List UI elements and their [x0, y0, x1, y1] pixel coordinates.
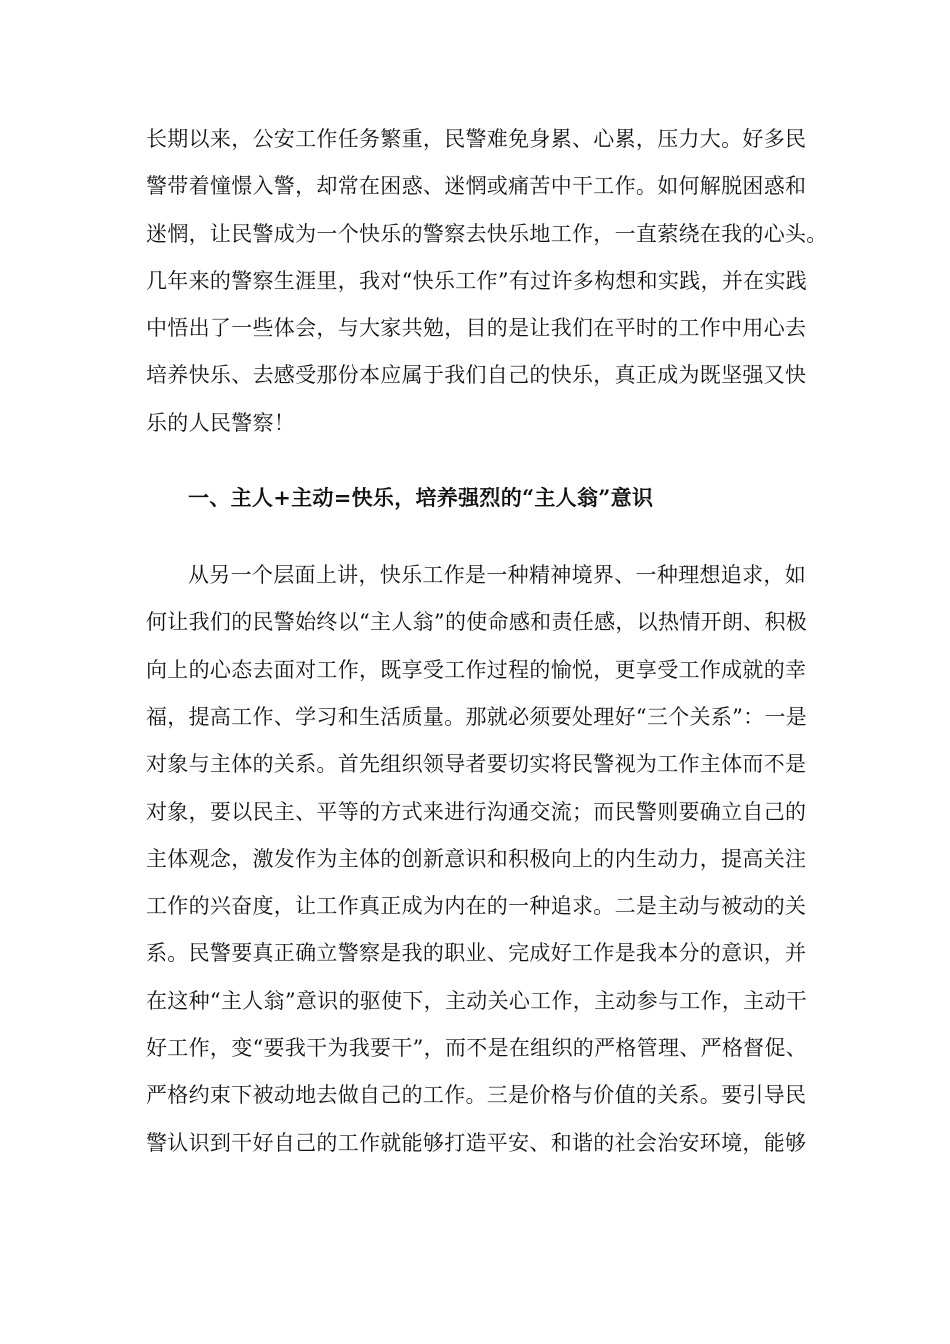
- intro-paragraph: [146, 116, 828, 447]
- body-line: 主体观念，激发作为主体的创新意识和积极向上的内生动力，提高关注: [146, 846, 807, 871]
- body-line: 福，提高工作、学习和生活质量。那就必须要处理好“三个关系”：一是: [146, 704, 808, 729]
- intro-line: 乐的人民警察！: [146, 410, 296, 435]
- body-paragraph: [146, 552, 806, 1167]
- body-line: 向上的心态去面对工作，既享受工作过程的愉悦，更享受工作成就的幸: [146, 657, 807, 682]
- body-line: 严格约束下被动地去做自己的工作。三是价格与价值的关系。要引导民: [146, 1083, 807, 1108]
- body-line: 从另一个层面上讲，快乐工作是一种精神境界、一种理想追求，如: [188, 563, 806, 588]
- body-line: 好工作，变“要我干为我要干”，而不是在组织的严格管理、严格督促、: [146, 1036, 808, 1061]
- intro-line: 中悟出了一些体会，与大家共勉，目的是让我们在平时的工作中用心去: [146, 316, 807, 341]
- section-heading: 一、主人+主动=快乐，培养强烈的“主人翁”意识: [188, 485, 654, 511]
- body-line: 何让我们的民警始终以“主人翁”的使命感和责任感，以热情开朗、积极: [146, 610, 808, 635]
- body-line: 对象与主体的关系。首先组织领导者要切实将民警视为工作主体而不是: [146, 752, 807, 777]
- body-line: 对象，要以民主、平等的方式来进行沟通交流；而民警则要确立自己的: [146, 799, 807, 824]
- intro-line: 几年来的警察生涯里，我对“快乐工作”有过许多构想和实践，并在实践: [146, 268, 808, 293]
- body-line: 工作的兴奋度，让工作真正成为内在的一种追求。二是主动与被动的关: [146, 894, 807, 919]
- intro-line: 迷惘，让民警成为一个快乐的警察去快乐地工作，一直萦绕在我的心头。: [146, 221, 828, 246]
- document-page: [146, 116, 828, 1167]
- intro-line: 培养快乐、去感受那份本应属于我们自己的快乐，真正成为既坚强又快: [146, 363, 807, 388]
- intro-line: 长期以来，公安工作任务繁重，民警难免身累、心累，压力大。好多民: [146, 127, 807, 151]
- body-line: 系。民警要真正确立警察是我的职业、完成好工作是我本分的意识，并: [146, 941, 807, 966]
- intro-line: 警带着憧憬入警，却常在困惑、迷惘或痛苦中干工作。如何解脱困惑和: [146, 174, 807, 199]
- body-line: 警认识到干好自己的工作就能够打造平安、和谐的社会治安环境，能够: [146, 1130, 807, 1155]
- body-line: 在这种“主人翁”意识的驱使下，主动关心工作，主动参与工作，主动干: [146, 988, 808, 1013]
